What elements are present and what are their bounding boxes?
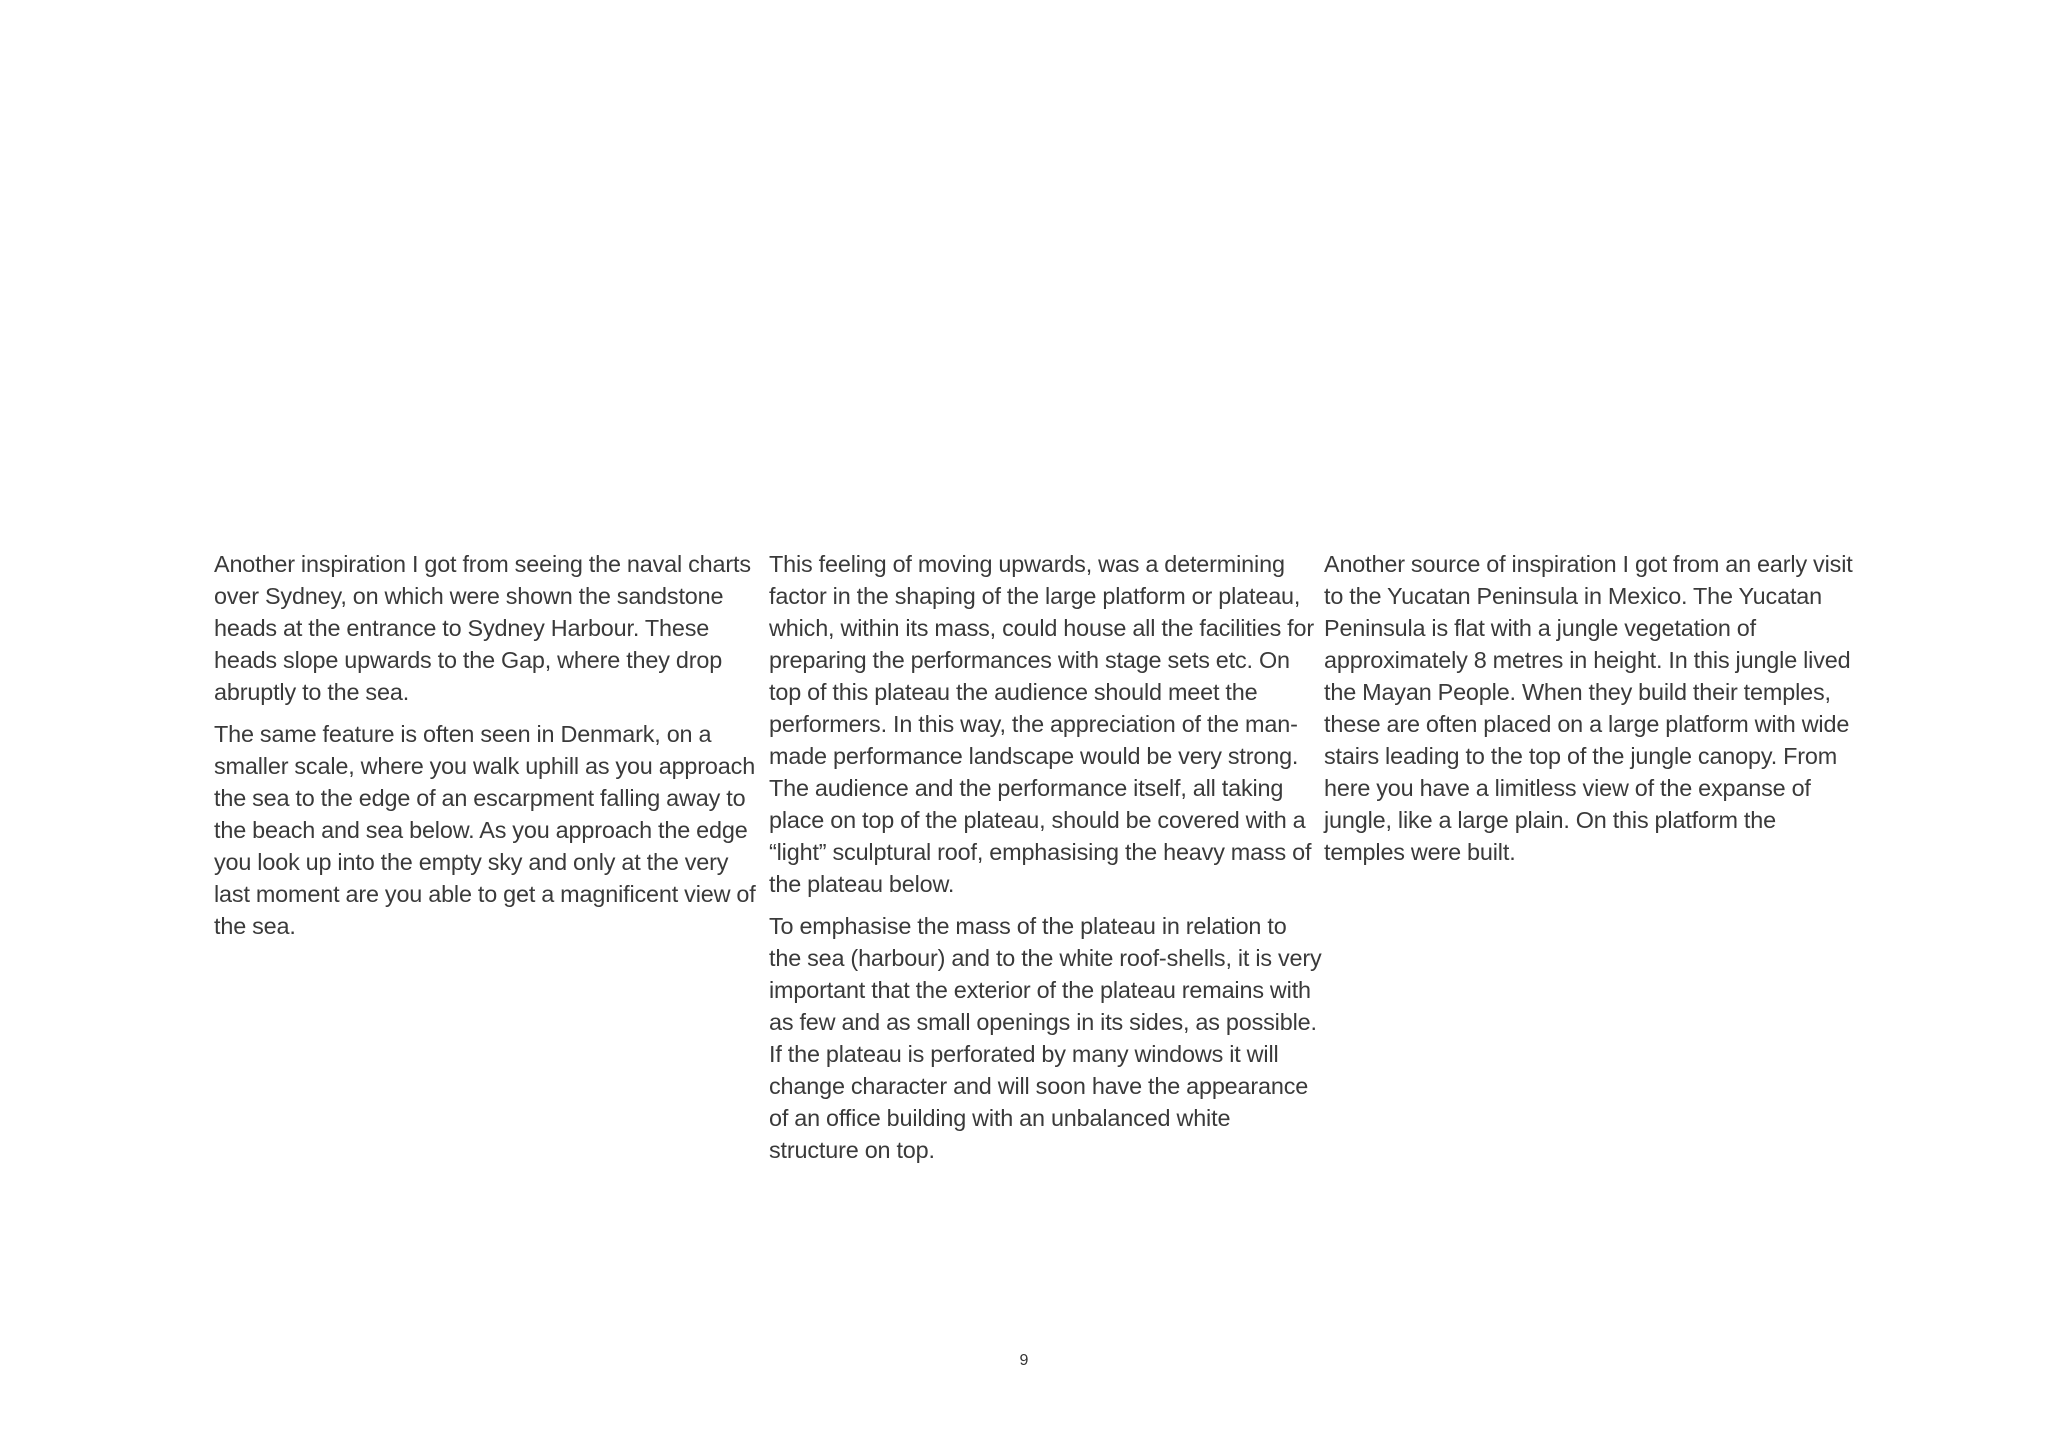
text-columns (214, 548, 1854, 1176)
page-number: 9 (1019, 1352, 1029, 1369)
column-right (1324, 548, 1854, 1176)
column-left (214, 548, 769, 1176)
paragraph-plateau: This feeling of moving upwards, was a determining factor in the shaping of the large platform or plateau, which, within its mass, could house all the facilities for preparing the performances with stage sets etc. On top of this plateau the audience should meet the performers. In this way, the appreciation of the man-made performance landscape would be very strong. The audience and the performance itself, all taking place on top of the plateau, should be covered with a “light” sculptural roof, emphasising the heavy mass of the plateau below. (769, 551, 1315, 897)
paragraph-plateau-mass: To emphasise the mass of the plateau in relation to the sea (harbour) and to the white roof-shells, it is very important that the exterior of the plateau remains with as few and as small openings in its sides, as possible. If the plateau is perforated by many windows it will change character and will soon have the appearance of an office building with an unbalanced white structure on top. (769, 913, 1322, 1163)
paragraph-naval-charts: Another inspiration I got from seeing the naval charts over Sydney, on which were shown the sandstone heads at the entrance to Sydney Harbour. These heads slope upwards to the Gap, where they drop abruptly to the sea. (214, 551, 751, 705)
paragraph-yucatan: Another source of inspiration I got from an early visit to the Yucatan Peninsula in Mexico. The Yucatan Peninsula is flat with a jungle vegetation of approximately 8 metres in height. In this jungle lived the Mayan People. When they build their temples, these are often placed on a large platform with wide stairs leading to the top of the jungle canopy. From here you have a limitless view of the expanse of jungle, like a large plain. On this platform the temples were built. (1324, 551, 1853, 865)
paragraph-denmark: The same feature is often seen in Denmark, on a smaller scale, where you walk uphill as you approach the sea to the edge of an escarpment falling away to the beach and sea below. As you approach the edge you look up into the empty sky and only at the very last moment are you able to get a magnificent view of the sea. (214, 721, 756, 939)
column-middle (769, 548, 1324, 1176)
